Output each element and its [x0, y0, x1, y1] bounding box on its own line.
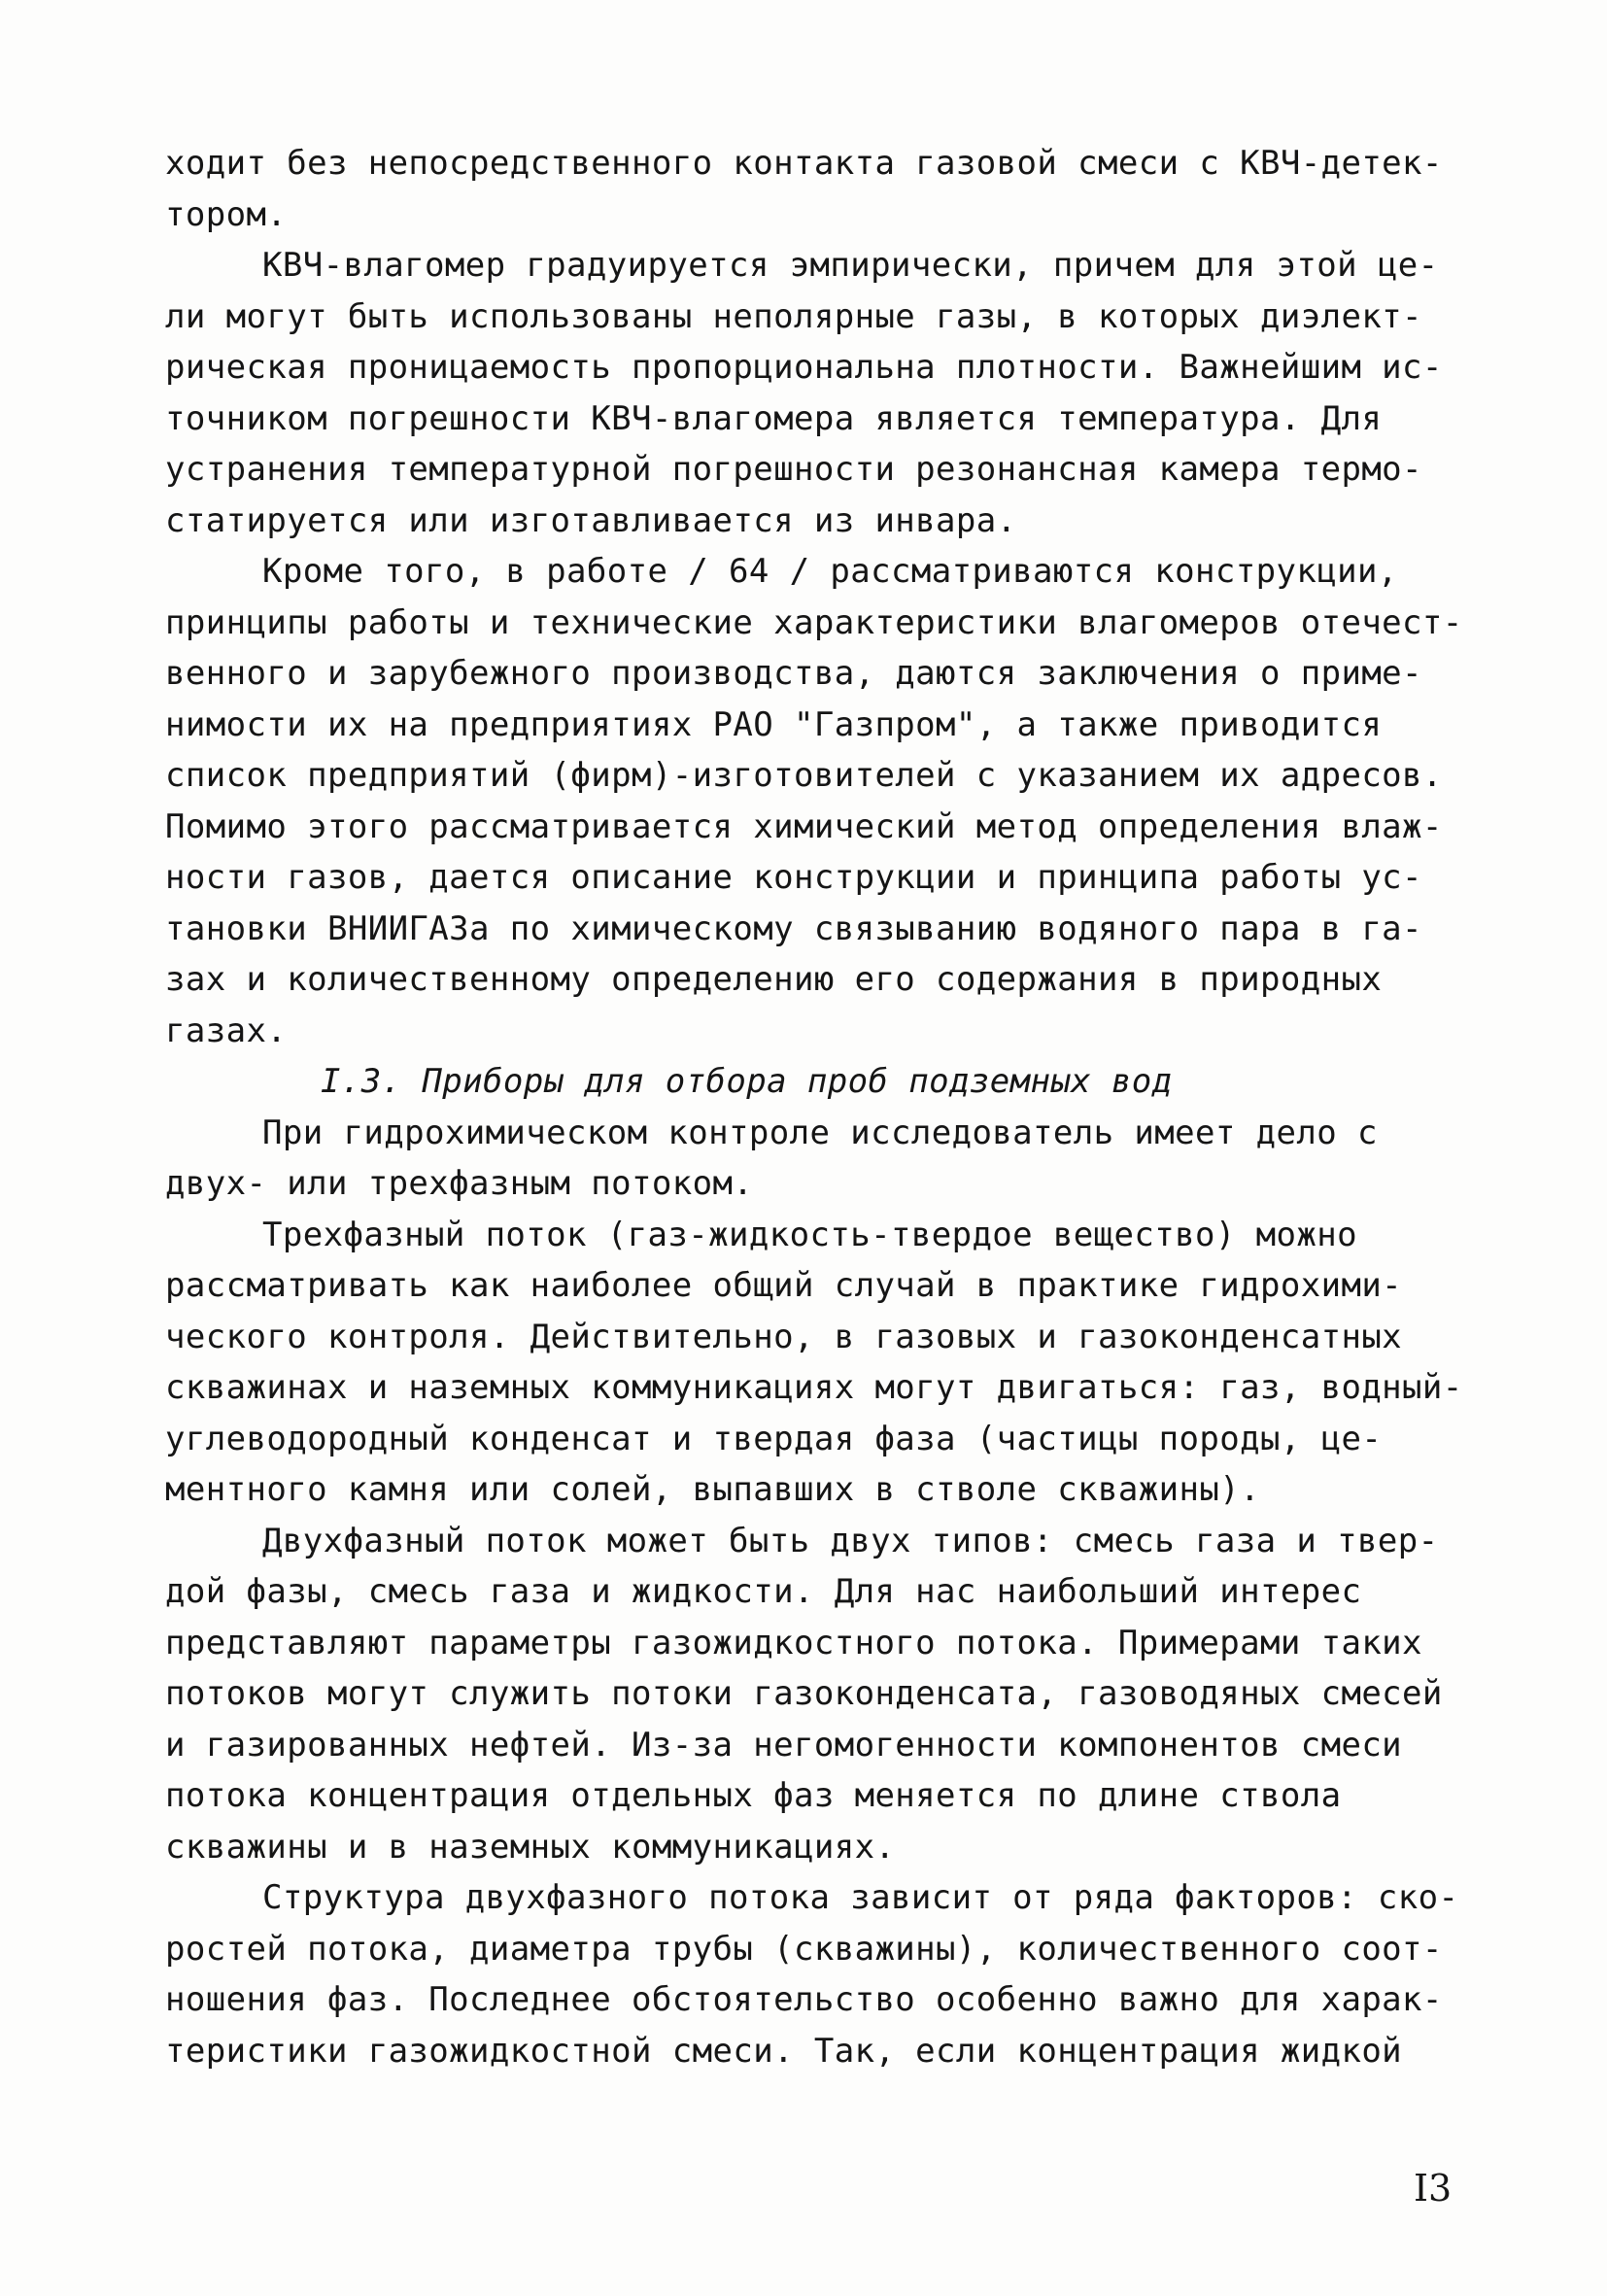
text-line: Помимо этого рассматривается химический метод определения влаж-: [165, 806, 1443, 846]
text-line: ности газов, дается описание конструкции и принципа работы ус-: [165, 858, 1422, 897]
text-line: нимости их на предприятиях РАО "Газпром", а также приводится: [165, 704, 1383, 744]
text-line: Трехфазный поток (газ-жидкость-твердое вещество) можно: [262, 1215, 1357, 1254]
text-line: венного и зарубежного производства, даются заключения о приме-: [165, 654, 1422, 693]
text-line: Кроме того, в работе / 64 / рассматриваются конструкции,: [262, 552, 1398, 591]
text-line: газах.: [165, 1011, 288, 1050]
text-line: устранения температурной погрешности резонансная камера термо-: [165, 450, 1422, 489]
text-line: представляют параметры газожидкостного потока. Примерами таких: [165, 1623, 1422, 1662]
page-number: I3: [1414, 2167, 1453, 2210]
text-line: ментного камня или солей, выпавших в стволе скважины).: [165, 1470, 1260, 1509]
text-line: скважинах и наземных коммуникациях могут двигаться: газ, водный-: [165, 1368, 1463, 1407]
text-line: зах и количественному определению его содержания в природных: [165, 960, 1383, 999]
text-line: Структура двухфазного потока зависит от ряда факторов: ско-: [262, 1878, 1459, 1917]
text-line: КВЧ-влагомер градуируется эмпирически, причем для этой це-: [262, 246, 1439, 285]
text-line: Двухфазный поток может быть двух типов: смесь газа и твер-: [262, 1521, 1439, 1560]
text-line: тором.: [165, 194, 288, 234]
text-line: список предприятий (фирм)-изготовителей с указанием их адресов.: [165, 756, 1443, 795]
text-line: статируется или изготавливается из инвара.: [165, 500, 1017, 540]
text-line: принципы работы и технические характеристики влагомеров отечест-: [165, 602, 1463, 642]
text-line: дой фазы, смесь газа и жидкости. Для нас наибольший интерес: [165, 1572, 1362, 1611]
text-line: потока концентрация отдельных фаз меняется по длине ствола: [165, 1776, 1342, 1815]
text-line: теристики газожидкостной смеси. Так, если концентрация жидкой: [165, 2031, 1403, 2071]
text-line: ношения фаз. Последнее обстоятельство особенно важно для харак-: [165, 1980, 1443, 2019]
body-text: [165, 138, 1487, 2076]
text-line: тановки ВНИИГАЗа по химическому связыванию водяного пара в га-: [165, 908, 1422, 948]
text-line: ли могут быть использованы неполярные газы, в которых диэлект-: [165, 296, 1422, 336]
text-line: ходит без непосредственного контакта газовой смеси с КВЧ-детек-: [165, 144, 1443, 183]
text-line: двух- или трехфазным потоком.: [165, 1164, 754, 1203]
text-line: точником погрешности КВЧ-влагомера является температура. Для: [165, 398, 1383, 438]
text-line: ческого контроля. Действительно, в газовых и газоконденсатных: [165, 1317, 1403, 1356]
text-line: потоков могут служить потоки газоконденсата, газоводяных смесей: [165, 1674, 1443, 1713]
section-heading: I.3. Приборы для отбора проб подземных вод: [321, 1062, 1173, 1101]
text-line: рическая проницаемость пропорциональна плотности. Важнейшим ис-: [165, 348, 1443, 387]
text-line: При гидрохимическом контроле исследователь имеет дело с: [262, 1113, 1378, 1152]
text-line: углеводородный конденсат и твердая фаза (частицы породы, це-: [165, 1419, 1383, 1458]
text-line: скважины и в наземных коммуникациях.: [165, 1827, 896, 1867]
text-line: и газированных нефтей. Из-за негомогенности компонентов смеси: [165, 1725, 1403, 1765]
text-line: рассматривать как наиболее общий случай в практике гидрохими-: [165, 1266, 1403, 1305]
text-line: ростей потока, диаметра трубы (скважины), количественного соот-: [165, 1929, 1443, 1969]
